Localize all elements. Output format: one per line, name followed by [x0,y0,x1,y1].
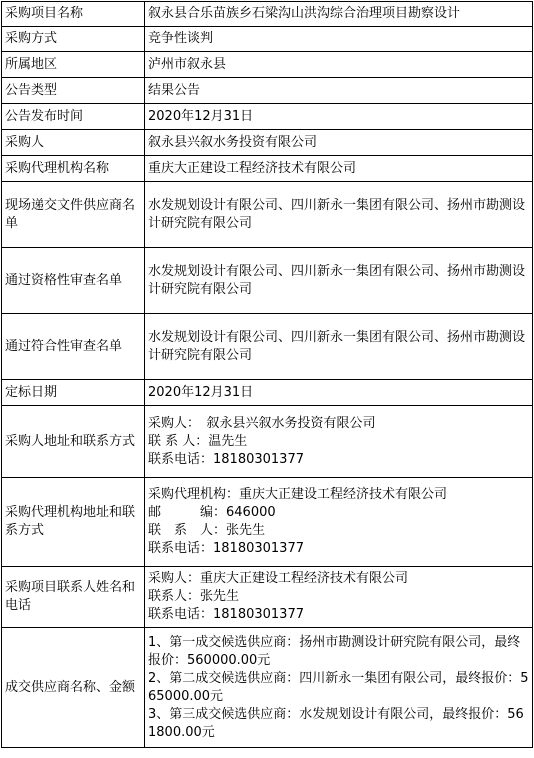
row-value-project-contact [145,567,533,628]
row-value-publish-time: 2020年12月31日 [145,104,533,130]
row-label-publish-time: 公告发布时间 [2,104,145,130]
agency-contact-name: 采购代理机构：重庆大正建设工程经济技术有限公司 [148,487,448,502]
table-row [2,52,533,78]
project-contact-person: 联系人：张先生 [148,589,240,604]
table-row [2,130,533,156]
purchaser-contact-name: 采购人： 叙永县兴叙水务投资有限公司 [148,415,376,431]
row-value-compliance-passed: 水发规划设计有限公司、四川新永一集团有限公司、扬州市勘测设计研究院有限公司 [145,314,533,380]
row-value-award-date: 2020年12月31日 [145,380,533,406]
row-value-project-name: 叙永县合乐苗族乡石梁沟山洪沟综合治理项目勘察设计 [145,2,533,27]
table-row [2,27,533,52]
row-value-purchaser-contact [145,406,533,478]
table-row [2,628,533,748]
row-value-region: 泸州市叙永县 [145,52,533,78]
row-value-onsite-suppliers: 水发规划设计有限公司、四川新永一集团有限公司、扬州市勘测设计研究院有限公司 [145,182,533,248]
row-label-purchaser-contact: 采购人地址和联系方式 [2,406,145,478]
awarded-supplier-3: 3、第三成交候选供应商：水发规划设计有限公司，最终报价：561800.00元 [148,706,524,740]
table-row [2,182,533,248]
row-value-awarded-suppliers [145,628,533,748]
table-row [2,2,533,27]
row-value-purchaser: 叙永县兴叙水务投资有限公司 [145,130,533,156]
agency-contact-postcode: 邮 编：646000 [148,505,276,520]
row-value-notice-type: 结果公告 [145,78,533,104]
row-value-qualification-passed: 水发规划设计有限公司、四川新永一集团有限公司、扬州市勘测设计研究院有限公司 [145,248,533,314]
row-label-onsite-suppliers: 现场递交文件供应商名单 [2,182,145,248]
table-row [2,78,533,104]
row-label-project-name: 采购项目名称 [2,2,145,27]
row-label-region: 所属地区 [2,52,145,78]
table-row [2,478,533,567]
row-label-purchaser: 采购人 [2,130,145,156]
row-label-agency-name: 采购代理机构名称 [2,156,145,182]
agency-contact-phone: 联系电话：18180301377 [148,541,304,556]
awarded-supplier-1: 1、第一成交候选供应商：扬州市勘测设计研究院有限公司，最终报价：560000.00元 [148,634,521,668]
purchaser-contact-person: 联 系 人：温先生 [148,433,248,449]
table-row [2,314,533,380]
purchaser-contact-phone: 联系电话：18180301377 [148,451,304,467]
table-row [2,406,533,478]
row-label-procurement-method: 采购方式 [2,27,145,52]
row-label-award-date: 定标日期 [2,380,145,406]
table-row [2,567,533,628]
row-label-compliance-passed: 通过符合性审查名单 [2,314,145,380]
row-value-agency-name: 重庆大正建设工程经济技术有限公司 [145,156,533,182]
project-contact-phone: 联系电话：18180301377 [148,607,304,622]
agency-contact-person: 联 系 人：张先生 [148,523,266,538]
project-contact-purchaser: 采购人：重庆大正建设工程经济技术有限公司 [148,571,409,586]
row-label-awarded-suppliers: 成交供应商名称、金额 [2,628,145,748]
row-label-notice-type: 公告类型 [2,78,145,104]
table-row [2,380,533,406]
row-label-agency-contact: 采购代理机构地址和联系方式 [2,478,145,567]
procurement-result-table [1,1,533,748]
table-row [2,104,533,130]
awarded-supplier-2: 2、第二成交候选供应商：四川新永一集团有限公司，最终报价：565000.00元 [148,670,529,704]
table-row [2,248,533,314]
table-row [2,156,533,182]
row-value-agency-contact [145,478,533,567]
row-label-project-contact: 采购项目联系人姓名和电话 [2,567,145,628]
row-value-procurement-method: 竞争性谈判 [145,27,533,52]
row-label-qualification-passed: 通过资格性审查名单 [2,248,145,314]
